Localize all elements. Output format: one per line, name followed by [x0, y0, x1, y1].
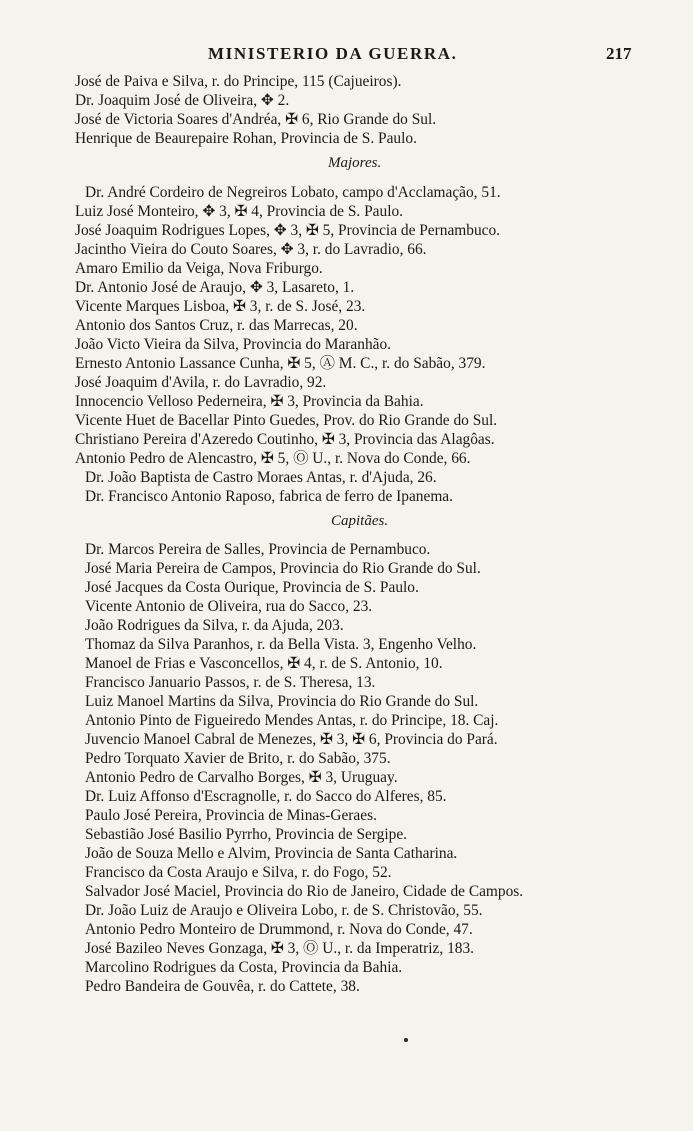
entry-line: Vicente Antonio de Oliveira, rua do Sacco, 23.: [85, 598, 373, 615]
entry-line: Dr. Joaquim José de Oliveira, ✥ 2.: [75, 92, 290, 109]
entry-line: Henrique de Beaurepaire Rohan, Provincia de S. Paulo.: [75, 130, 417, 147]
entry-line: Sebastião José Basilio Pyrrho, Provincia de Sergipe.: [85, 826, 408, 843]
entry-line: Vicente Huet de Bacellar Pinto Guedes, Prov. do Rio Grande do Sul.: [75, 412, 498, 429]
entry-line: Luiz Manoel Martins da Silva, Provincia do Rio Grande do Sul.: [85, 693, 479, 710]
entry-line: Antonio dos Santos Cruz, r. das Marrecas, 20.: [75, 317, 358, 334]
entry-line: Pedro Bandeira de Gouvêa, r. do Cattete, 38.: [85, 978, 360, 995]
entry-line: Dr. André Cordeiro de Negreiros Lobato, campo d'Acclamação, 51.: [85, 184, 501, 201]
page-number: 217: [606, 44, 632, 63]
entry-line: Dr. Antonio José de Araujo, ✥ 3, Lasareto, 1.: [75, 279, 355, 296]
entry-line: Vicente Marques Lisboa, ✠ 3, r. de S. José, 23.: [75, 298, 366, 315]
entry-line: Amaro Emilio da Veiga, Nova Friburgo.: [75, 260, 323, 277]
entry-line: Dr. Luiz Affonso d'Escragnolle, r. do Sacco do Alferes, 85.: [85, 788, 447, 805]
entry-line: Francisco da Costa Araujo e Silva, r. do Fogo, 52.: [85, 864, 392, 881]
entry-line: João de Souza Mello e Alvim, Provincia de Santa Catharina.: [85, 845, 458, 862]
entry-line: Dr. Francisco Antonio Raposo, fabrica de ferro de Ipanema.: [85, 488, 453, 505]
entry-line: Dr. João Baptista de Castro Moraes Antas, r. d'Ajuda, 26.: [85, 469, 437, 486]
entry-line: Paulo José Pereira, Provincia de Minas-Geraes.: [85, 807, 377, 824]
entry-line: Manoel de Frias e Vasconcellos, ✠ 4, r. de S. Antonio, 10.: [85, 655, 443, 672]
running-title: MINISTERIO DA GUERRA.: [208, 44, 458, 63]
page-header: [0, 44, 693, 70]
entry-line: José de Paiva e Silva, r. do Principe, 115 (Cajueiros).: [75, 73, 402, 90]
entry-line: Thomaz da Silva Paranhos, r. da Bella Vista. 3, Engenho Velho.: [85, 636, 477, 653]
entry-line: Luiz José Monteiro, ✥ 3, ✠ 4, Provincia de S. Paulo.: [75, 203, 404, 220]
entry-line: Antonio Pedro Monteiro de Drummond, r. Nova do Conde, 47.: [85, 921, 473, 938]
entry-line: José Jacques da Costa Ourique, Provincia de S. Paulo.: [85, 579, 419, 596]
entry-line: Pedro Torquato Xavier de Brito, r. do Sabão, 375.: [85, 750, 391, 767]
entry-line: Marcolino Rodrigues da Costa, Provincia da Bahia.: [85, 959, 403, 976]
entry-line: João Victo Vieira da Silva, Provincia do Maranhão.: [75, 336, 392, 353]
entry-line: Francisco Januario Passos, r. de S. Theresa, 13.: [85, 674, 376, 691]
entry-line: Antonio Pedro de Carvalho Borges, ✠ 3, Uruguay.: [85, 769, 398, 786]
entry-line: Antonio Pedro de Alencastro, ✠ 5, Ⓞ U., r. Nova do Conde, 66.: [75, 450, 471, 467]
entry-line: Innocencio Velloso Pederneira, ✠ 3, Provincia da Bahia.: [75, 393, 424, 410]
entry-line: Jacintho Vieira do Couto Soares, ✥ 3, r. do Lavradio, 66.: [75, 241, 427, 258]
entry-line: Salvador José Maciel, Provincia do Rio de Janeiro, Cidade de Campos.: [85, 883, 524, 900]
entry-line: José Joaquim d'Avila, r. do Lavradio, 92.: [75, 374, 327, 391]
entry-line: Antonio Pinto de Figueiredo Mendes Antas, r. do Principe, 18. Caj.: [85, 712, 499, 729]
section-heading-majores: Majores.: [328, 155, 382, 171]
entry-line: Dr. Marcos Pereira de Salles, Provincia de Pernambuco.: [85, 541, 431, 558]
entry-line: José Maria Pereira de Campos, Provincia do Rio Grande do Sul.: [85, 560, 481, 577]
entry-line: Ernesto Antonio Lassance Cunha, ✠ 5, Ⓐ M. C., r. do Sabão, 379.: [75, 355, 486, 372]
ink-dot: [404, 1038, 408, 1042]
entry-line: Juvencio Manoel Cabral de Menezes, ✠ 3, ✠ 6, Provincia do Pará.: [85, 731, 498, 748]
section-heading-capitaes: Capitães.: [331, 513, 389, 529]
entry-line: João Rodrigues da Silva, r. da Ajuda, 203.: [85, 617, 344, 634]
entry-line: José Joaquim Rodrigues Lopes, ✥ 3, ✠ 5, Provincia de Pernambuco.: [75, 222, 501, 239]
entry-line: José Bazileo Neves Gonzaga, ✠ 3, Ⓞ U., r. da Imperatriz, 183.: [85, 940, 474, 957]
entry-line: Dr. João Luiz de Araujo e Oliveira Lobo, r. de S. Christovão, 55.: [85, 902, 483, 919]
entry-line: José de Victoria Soares d'Andréa, ✠ 6, Rio Grande do Sul.: [75, 111, 437, 128]
entry-line: Christiano Pereira d'Azeredo Coutinho, ✠ 3, Provincia das Alagôas.: [75, 431, 495, 448]
